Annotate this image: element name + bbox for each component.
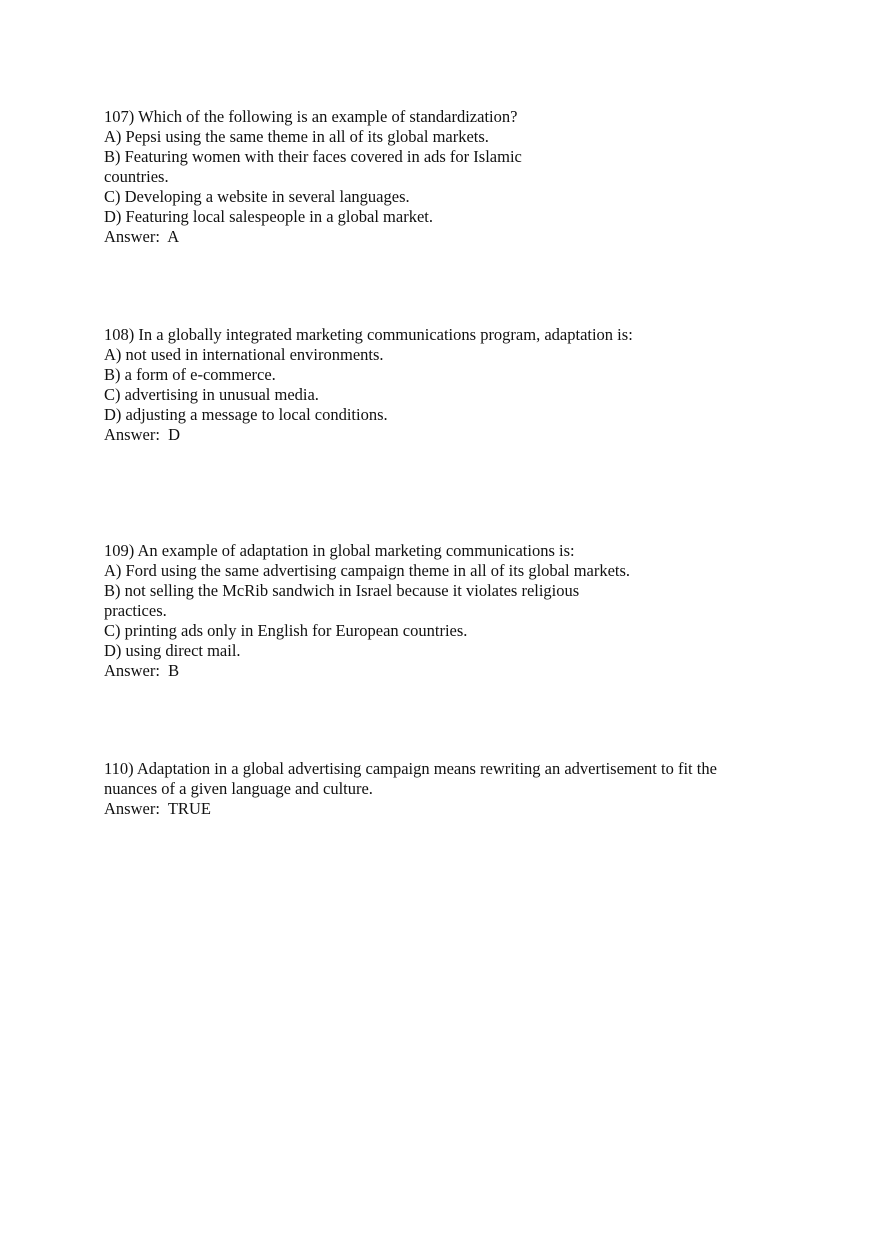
option-c: C) advertising in unusual media. xyxy=(104,385,319,404)
question-stem: 107) Which of the following is an example of standardization? xyxy=(104,107,518,126)
question-stem: 109) An example of adaptation in global marketing communications is: xyxy=(104,541,575,560)
question-stem: 108) In a globally integrated marketing communications program, adaptation is: xyxy=(104,325,633,344)
question-110 xyxy=(104,759,717,819)
option-b-continuation: countries. xyxy=(104,167,169,186)
option-c: C) Developing a website in several languages. xyxy=(104,187,410,206)
option-a: A) Pepsi using the same theme in all of its global markets. xyxy=(104,127,489,146)
answer: Answer: D xyxy=(104,425,181,444)
option-c: C) printing ads only in English for European countries. xyxy=(104,621,468,640)
answer: Answer: TRUE xyxy=(104,799,211,818)
question-107 xyxy=(104,107,522,247)
option-a: A) Ford using the same advertising campaign theme in all of its global markets. xyxy=(104,561,631,580)
option-d: D) Featuring local salespeople in a global market. xyxy=(104,207,433,226)
option-b: B) not selling the McRib sandwich in Israel because it violates religious xyxy=(104,581,580,600)
option-b-continuation: practices. xyxy=(104,601,167,620)
option-a: A) not used in international environments. xyxy=(104,345,384,364)
answer: Answer: B xyxy=(104,661,180,680)
answer: Answer: A xyxy=(104,227,180,246)
option-d: D) adjusting a message to local conditions. xyxy=(104,405,388,424)
question-stem-continuation: nuances of a given language and culture. xyxy=(104,779,373,798)
question-108 xyxy=(104,325,633,445)
question-stem: 110) Adaptation in a global advertising campaign means rewriting an advertisement to fit the xyxy=(104,759,717,778)
option-b: B) Featuring women with their faces covered in ads for Islamic xyxy=(104,147,522,166)
option-b: B) a form of e-commerce. xyxy=(104,365,276,384)
option-d: D) using direct mail. xyxy=(104,641,241,660)
question-109 xyxy=(104,541,630,681)
